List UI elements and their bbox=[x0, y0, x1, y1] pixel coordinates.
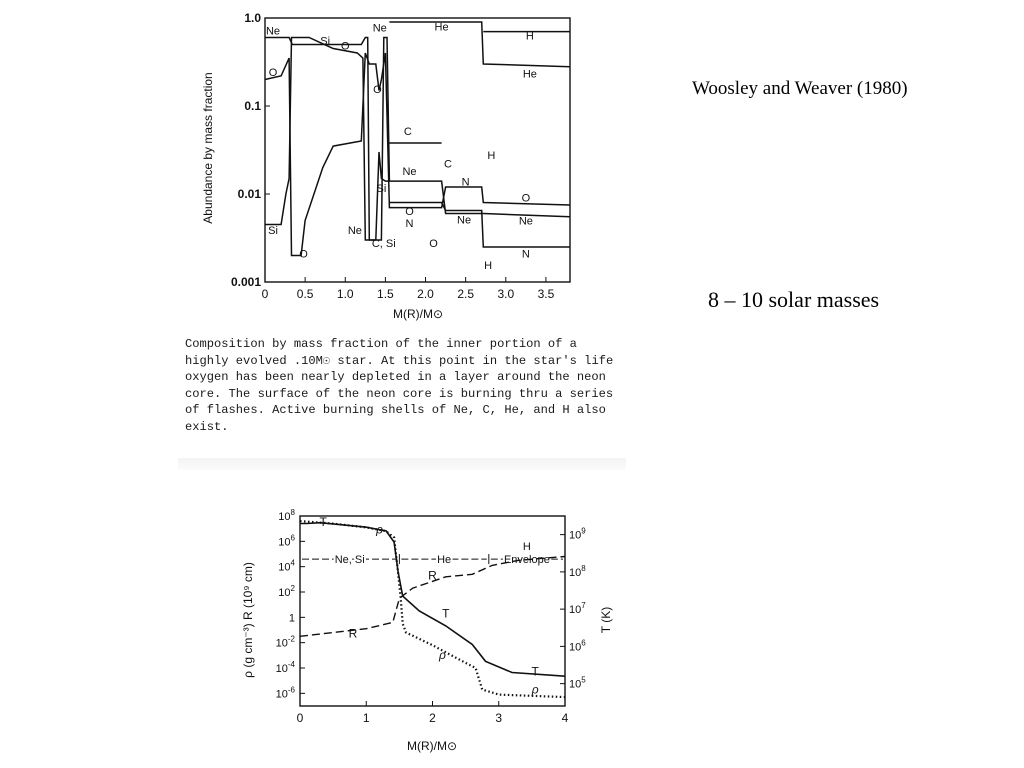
structure-curve-label: ρ bbox=[376, 522, 383, 537]
structure-y-tick-label: $10^{-6}$ bbox=[275, 685, 295, 701]
mass-range-text: 8 – 10 solar masses bbox=[708, 287, 880, 312]
structure-chart bbox=[170, 478, 630, 768]
abundance-curve-label: N bbox=[461, 176, 470, 189]
structure-curve-label: R bbox=[428, 568, 437, 583]
abundance-curve-label: Ne bbox=[457, 214, 472, 227]
structure-y-axis-label: ρ (g cm⁻³) R (10⁹ cm) bbox=[241, 562, 255, 678]
abundance-y-tick-label: 1.0 bbox=[244, 11, 261, 25]
abundance-curve-label: O bbox=[268, 66, 278, 79]
abundance-plot-area bbox=[231, 11, 570, 301]
structure-zone-label: He bbox=[437, 554, 452, 567]
abundance-curve-label: Si bbox=[268, 225, 278, 238]
abundance-series-he bbox=[389, 22, 570, 67]
abundance-curve-label: H bbox=[525, 30, 534, 43]
structure-x-tick-label: 0 bbox=[296, 711, 304, 725]
structure-curve-label: T bbox=[319, 515, 327, 530]
structure-zone-label: Envelope bbox=[503, 554, 550, 567]
abundance-x-tick-label: 0.5 bbox=[296, 287, 314, 301]
structure-y2-axis-label: T (K) bbox=[599, 606, 613, 634]
structure-y-tick-label: $10^4$ bbox=[278, 558, 295, 574]
abundance-x-tick-label: 1.5 bbox=[377, 287, 394, 301]
structure-y2-tick-label: $10^6$ bbox=[569, 638, 586, 654]
abundance-curve-label: C bbox=[444, 158, 452, 171]
structure-x-tick-label: 1 bbox=[362, 711, 370, 725]
structure-curve-label: ρ bbox=[439, 648, 446, 663]
structure-y2-tick-label: $10^8$ bbox=[569, 563, 586, 579]
abundance-curve-label: N bbox=[521, 248, 530, 261]
structure-x-tick-label: 3 bbox=[495, 711, 503, 725]
structure-x-axis-label: M(R)/M⊙ bbox=[406, 739, 458, 753]
abundance-x-tick-label: 2.5 bbox=[457, 287, 475, 301]
abundance-chart bbox=[170, 0, 590, 330]
abundance-x-tick-label: 0 bbox=[261, 287, 269, 301]
scan-smudge bbox=[178, 458, 626, 470]
abundance-x-tick-label: 2.0 bbox=[417, 287, 434, 301]
structure-curve-label: T bbox=[531, 664, 539, 679]
abundance-curve-label: N bbox=[405, 218, 414, 231]
credit-text: Woosley and Weaver (1980) bbox=[692, 78, 908, 99]
structure-x-tick-label: 2 bbox=[429, 711, 436, 725]
abundance-curve-label: Ne bbox=[372, 22, 387, 35]
abundance-curve-label: H bbox=[484, 260, 493, 273]
structure-y2-tick-label: $10^7$ bbox=[569, 601, 586, 617]
structure-curve-label: ρ bbox=[531, 682, 539, 697]
abundance-curve-label: C, Si bbox=[371, 237, 396, 250]
abundance-curve-label: H bbox=[487, 149, 496, 162]
abundance-curve-label: O bbox=[340, 40, 350, 53]
structure-y2-tick-label: $10^5$ bbox=[569, 675, 586, 691]
structure-zone-label: H bbox=[522, 541, 531, 554]
abundance-curve-label: He bbox=[434, 21, 449, 34]
abundance-curve-label: Si bbox=[376, 183, 387, 196]
abundance-x-tick-label: 3.5 bbox=[537, 287, 555, 301]
abundance-y-tick-label: 0.01 bbox=[237, 187, 261, 201]
abundance-frame bbox=[265, 18, 570, 282]
structure-y-tick-label: $10^2$ bbox=[278, 584, 295, 599]
structure-y-tick-label: 1 bbox=[288, 612, 295, 625]
abundance-y-tick-label: 0.001 bbox=[230, 275, 261, 289]
structure-zone-label: Ne, Si bbox=[334, 554, 365, 567]
structure-plot-area bbox=[276, 508, 587, 725]
structure-y-tick-label: $10^{-2}$ bbox=[275, 634, 295, 650]
abundance-curve-label: Ne bbox=[518, 215, 533, 228]
abundance-curve-label: O bbox=[521, 192, 531, 205]
abundance-curve-label: O bbox=[299, 248, 308, 261]
abundance-curve-label: O bbox=[373, 84, 382, 97]
structure-curve-label: R bbox=[348, 626, 358, 641]
abundance-x-axis-label: M(R)/M⊙ bbox=[392, 307, 444, 321]
abundance-curve-label: Ne bbox=[402, 165, 417, 178]
structure-y2-tick-label: $10^9$ bbox=[569, 526, 586, 542]
structure-y-tick-label: $10^8$ bbox=[278, 508, 295, 523]
abundance-curve-label: Si bbox=[320, 35, 331, 48]
figure-caption: Composition by mass fraction of the inner portion of a highly evolved .10M☉ star. At this point in the star's life oxygen has been nearly depleted in a layer around the neon core. The surface of the neon core is burning thru a series of flashes. Active burning shells of Ne, C, He, and H also exist. bbox=[185, 337, 614, 434]
structure-curve-label: T bbox=[442, 606, 450, 621]
abundance-curve-label: Ne bbox=[347, 225, 362, 238]
abundance-series-si bbox=[265, 38, 389, 241]
abundance-x-tick-label: 3.0 bbox=[497, 287, 515, 301]
abundance-curve-label: Ne bbox=[265, 25, 281, 38]
structure-x-tick-label: 4 bbox=[561, 711, 569, 725]
abundance-curve-label: C bbox=[403, 125, 412, 138]
abundance-curve-label: O bbox=[429, 237, 438, 250]
structure-y-tick-label: $10^{-4}$ bbox=[275, 660, 295, 675]
abundance-curve-label: O bbox=[405, 205, 414, 218]
abundance-x-tick-label: 1.0 bbox=[336, 287, 354, 301]
abundance-y-tick-label: 0.1 bbox=[244, 99, 261, 113]
structure-y-tick-label: $10^6$ bbox=[278, 533, 295, 549]
abundance-y-axis-label: Abundance by mass fraction bbox=[201, 72, 215, 224]
abundance-series-n bbox=[389, 203, 570, 248]
abundance-curve-label: He bbox=[522, 68, 537, 81]
